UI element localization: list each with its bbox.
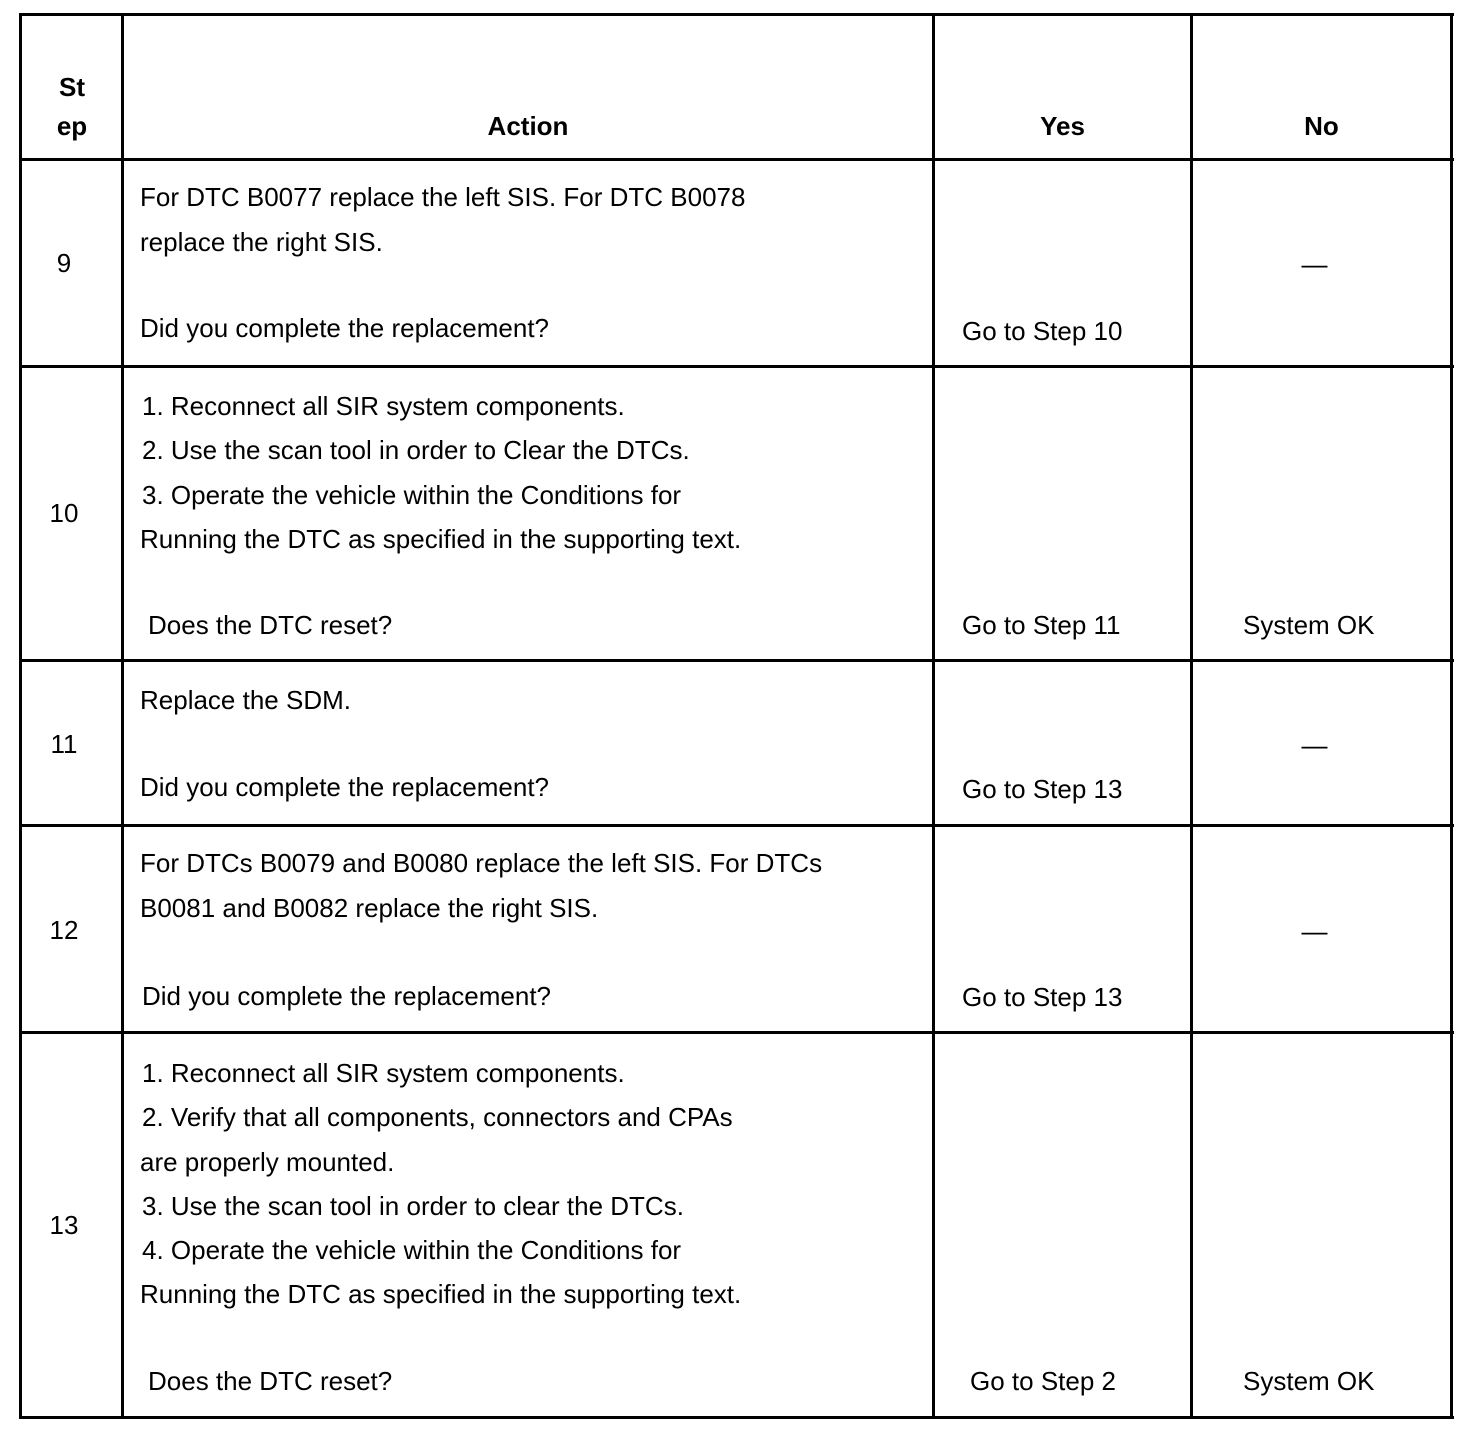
table-border-left (19, 13, 22, 1419)
action-question: Did you complete the replacement? (142, 981, 552, 1011)
step-number: 13 (49, 1210, 79, 1240)
yes-result: Go to Step 13 (962, 982, 1123, 1012)
action-question: Does the DTC reset? (148, 1366, 393, 1396)
no-result: — (1301, 249, 1328, 279)
yes-result: Go to Step 10 (962, 316, 1123, 346)
row-divider-9 (20, 365, 1454, 368)
action-line: replace the right SIS. (140, 227, 383, 257)
action-line: 2. Verify that all components, connectors and CPAs (142, 1102, 733, 1132)
action-line: 1. Reconnect all SIR system components. (142, 1058, 625, 1088)
action-line: 3. Operate the vehicle within the Conditions for (142, 480, 682, 510)
action-line: B0081 and B0082 replace the right SIS. (140, 893, 599, 923)
step-number: 11 (50, 729, 78, 759)
action-question: Did you complete the replacement? (140, 772, 550, 802)
no-result: — (1301, 730, 1328, 760)
yes-result: Go to Step 2 (970, 1366, 1116, 1396)
action-line: Running the DTC as specified in the supporting text. (140, 524, 742, 554)
action-line: 3. Use the scan tool in order to clear the DTCs. (142, 1191, 684, 1221)
yes-result: Go to Step 13 (962, 774, 1123, 804)
action-line: 4. Operate the vehicle within the Conditions for (142, 1235, 682, 1265)
table-border-right (1450, 13, 1453, 1419)
no-result: System OK (1243, 1366, 1375, 1396)
step-number: 9 (56, 248, 72, 278)
action-line: For DTCs B0079 and B0080 replace the left SIS. For DTCs (140, 848, 823, 878)
action-line: Running the DTC as specified in the supporting text. (140, 1279, 742, 1309)
column-divider-action (932, 13, 935, 1419)
action-line: For DTC B0077 replace the left SIS. For DTC B0078 (140, 182, 746, 212)
no-result: System OK (1243, 610, 1375, 640)
no-result: — (1301, 916, 1328, 946)
header-yes: Yes (1040, 111, 1085, 141)
row-divider-header (20, 158, 1454, 161)
step-number: 12 (49, 915, 79, 945)
header-step-line2: ep (56, 111, 88, 141)
column-divider-yes (1190, 13, 1193, 1419)
action-question: Does the DTC reset? (148, 610, 393, 640)
step-number: 10 (49, 498, 79, 528)
header-action: Action (487, 111, 569, 141)
header-no: No (1304, 111, 1339, 141)
column-divider-step (121, 13, 124, 1419)
action-line: 2. Use the scan tool in order to Clear the DTCs. (142, 435, 690, 465)
table-border-bottom (20, 1416, 1454, 1419)
row-divider-10 (20, 659, 1454, 662)
table-border-top (20, 13, 1454, 16)
action-line: 1. Reconnect all SIR system components. (142, 391, 625, 421)
header-step-line1: St (59, 72, 85, 102)
action-question: Did you complete the replacement? (140, 313, 550, 343)
row-divider-12 (20, 1031, 1454, 1034)
action-line: are properly mounted. (140, 1147, 395, 1177)
action-line: Replace the SDM. (140, 685, 351, 715)
yes-result: Go to Step 11 (962, 610, 1121, 640)
row-divider-11 (20, 824, 1454, 827)
